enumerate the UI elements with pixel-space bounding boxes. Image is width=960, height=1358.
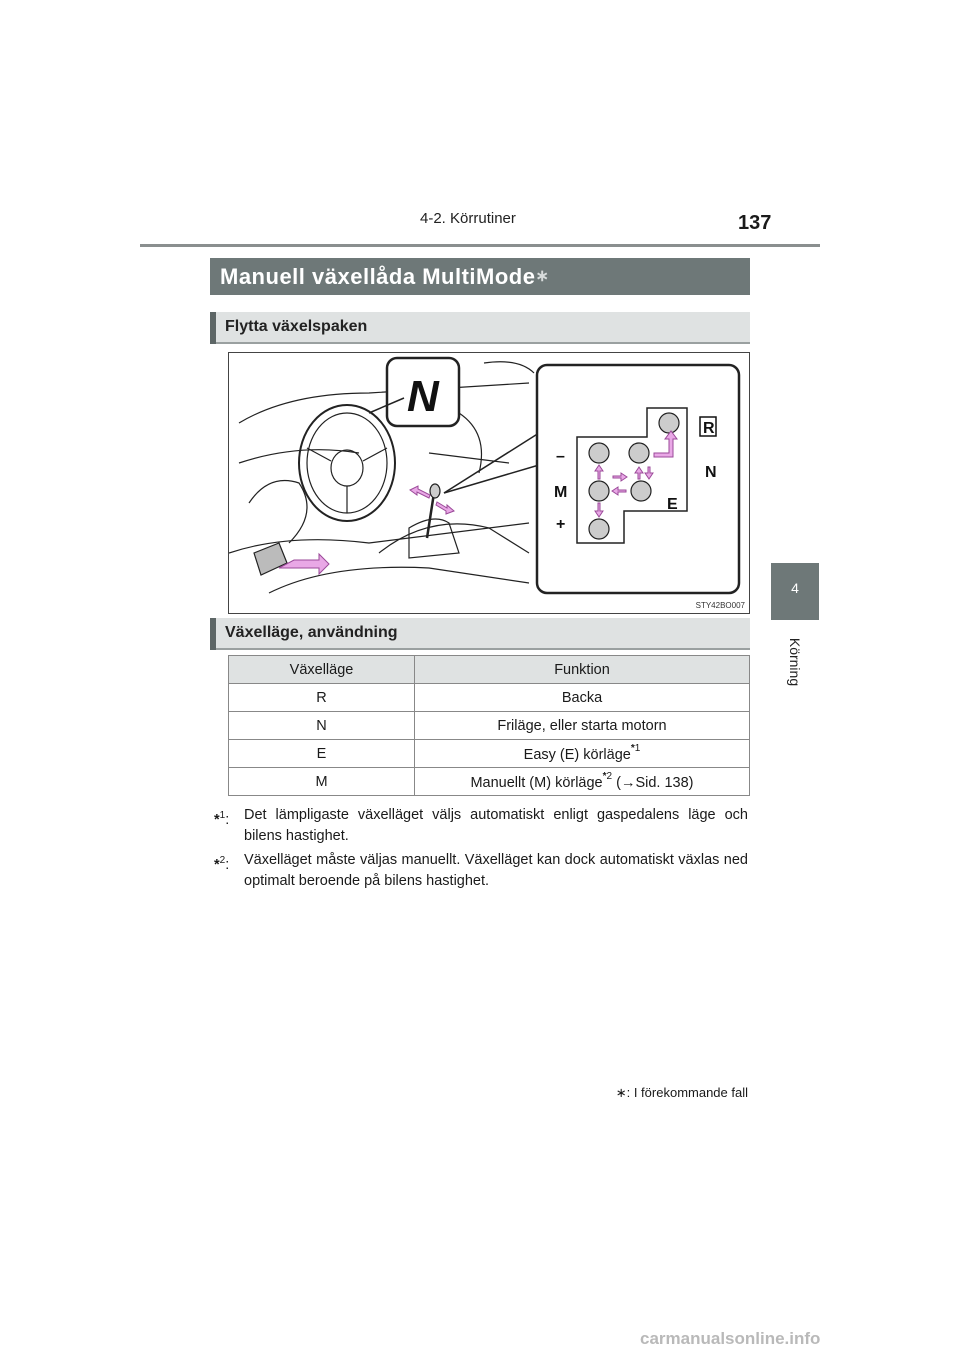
page-number: 137 [738,212,772,234]
mode-cell: E [229,740,415,768]
subheading-label: Flytta växelspaken [225,318,368,335]
table-header-row [229,656,750,684]
gate-label-m: M [554,484,568,501]
footnote-ref-num: 2 [606,770,613,782]
function-cell: Backa [415,684,750,712]
page-reference-link[interactable]: (→Sid. 138) [612,774,694,791]
subheading-move-lever [210,312,750,344]
footnote-marker: *$^1$: [214,810,230,828]
mode-cell: R [229,684,415,712]
mode-cell: N [229,712,415,740]
availability-note: ∗: I förekommande fall [615,1085,748,1100]
gate-label-n: N [705,464,717,481]
column-header-mode: Växelläge [229,656,415,684]
subheading-label: Växelläge, användning [225,624,398,641]
section-header: 4-2. Körrutiner [420,210,516,227]
page-title [220,264,550,290]
function-cell [415,768,750,796]
gate-label-minus: – [556,448,565,465]
table-row [229,768,750,796]
footnote-text: Det lämpligaste växelläget väljs automatiskt enligt gaspedalens läge och bilens hastighet. [244,807,748,844]
function-cell [415,740,750,768]
gate-label-plus: + [556,516,566,533]
gate-label-e: E [667,496,678,513]
footnote-ref-num: 1 [634,742,641,754]
function-text: Easy (E) körläge [523,746,631,763]
display-letter: N [407,372,439,421]
gate-label-r: R [703,420,715,437]
title-bar [210,258,750,295]
footnote-marker: *$^2$: [214,855,230,873]
gear-mode-table [228,655,750,796]
footnote-ref: *2 [602,770,613,782]
subheading-gear-modes [210,618,750,650]
table-row [229,712,750,740]
watermark: carmanualsonline.info [640,1329,821,1348]
footnote-ref: *1 [630,742,641,754]
function-cell: Friläge, eller starta motorn [415,712,750,740]
page-title-text: Manuell växellåda MultiMode [220,264,536,289]
figure-code: STY42BO007 [695,601,745,610]
chapter-tab: 4 [771,563,819,620]
shift-lever-figure [228,352,750,614]
availability-star: ∗ [535,268,550,285]
subheading-bar [210,618,216,650]
footnote-1 [214,805,748,849]
function-text: Manuellt (M) körläge [470,774,603,791]
footnote-2 [214,850,748,894]
table-row [229,740,750,768]
chapter-label-text: Körning [787,637,803,687]
chapter-label [760,620,830,700]
subheading-bar [210,312,216,344]
column-header-function: Funktion [415,656,750,684]
header-rule [140,244,820,247]
footnote-text: Växelläget måste väljas manuellt. Växelläget kan dock automatiskt växlas ned optimalt beroende på bilens hastighet. [244,852,748,889]
mode-cell: M [229,768,415,796]
table-row [229,684,750,712]
figure-illustration [229,353,749,613]
